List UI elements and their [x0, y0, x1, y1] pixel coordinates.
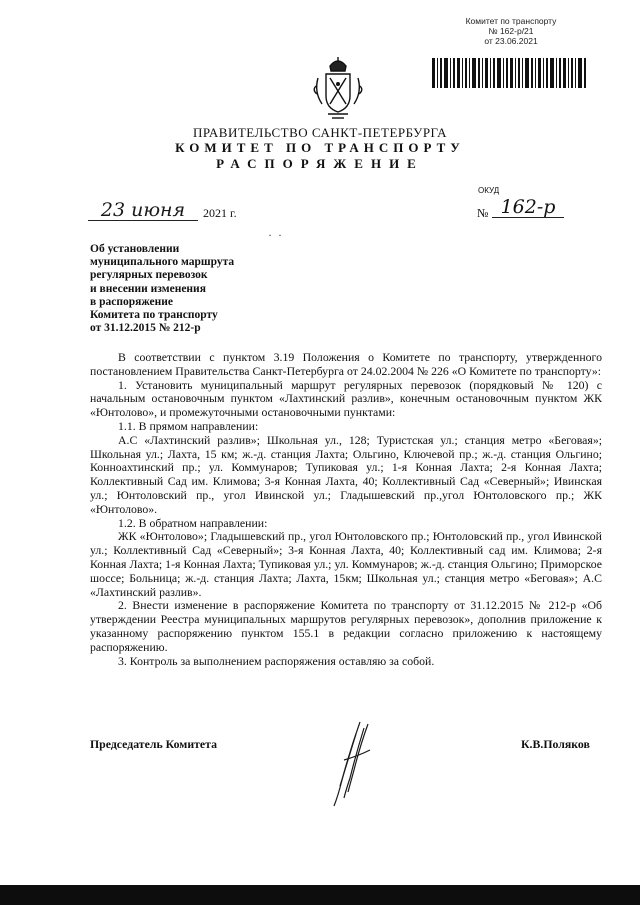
barcode-icon	[430, 58, 590, 88]
paragraph-1: 1. Установить муниципальный маршрут регулярных перевозок (порядковый № 120) с начальным остановочным пунктом «Лахтинский разлив», конечным остановочным пунктом ЖК «Юнтолово», и промежуточными остановочными пунктами:	[90, 377, 602, 420]
paragraph-1-1-title: 1.1. В прямом направлении:	[118, 418, 259, 433]
subject-line: регулярных перевозок	[90, 269, 208, 282]
signatory-name: К.В.Поляков	[521, 737, 590, 751]
registration-stamp	[436, 16, 586, 46]
intro-paragraph: В соответствии с пунктом 3.19 Положения о Комитете по транспорту, утвержденного постановлением Правительства Санкт-Петербурга от 24.02.2004 № 226 «О Комитете по транспорту»:	[90, 350, 602, 378]
document-body	[90, 351, 602, 668]
stamp-line-org: Комитет по транспорту	[465, 16, 557, 26]
scan-marks: · ·	[268, 228, 282, 242]
document-type: РАСПОРЯЖЕНИЕ	[216, 156, 424, 171]
handwritten-number: 162-р	[492, 197, 564, 218]
subject-line: в распоряжение	[90, 295, 173, 308]
signatory-title: Председатель Комитета	[90, 737, 217, 751]
stamp-line-number: № 162-р/21	[488, 26, 534, 36]
subject-line: от 31.12.2015 № 212-р	[90, 322, 201, 335]
subject-block	[90, 243, 234, 335]
government-title: ПРАВИТЕЛЬСТВО САНКТ-ПЕТЕРБУРГА	[192, 125, 448, 140]
handwritten-date: 23 июня	[88, 200, 198, 221]
coat-of-arms-icon	[312, 56, 364, 120]
number-sign: №	[477, 206, 489, 220]
subject-line: муниципального маршрута	[90, 256, 235, 269]
paragraph-2: 2. Внести изменение в распоряжение Комитета по транспорту от 31.12.2015 № 212-р «Об утверждении Реестра муниципальных маршрутов регулярных перевозок», дополнив приложение к указанному распоряжению пунктом 155.1 в редакции согласно приложению к настоящему распоряжению.	[90, 598, 602, 654]
paragraph-1-2-text: ЖК «Юнтолово»; Гладышевский пр., угол Юнтоловского пр.; Юнтоловский пр., угол Ивинской ул.; Коллективный Сад «Северный»; 3-я Конная Лахта, 40; Коллективный сад им. Климова; 2-я Конная Лахта; 1-я Конная Лахта; Тупиковая ул.; ул. Коммунаров; ж.-д. станция Ольгино; Приморское шоссе; Больница; ж.-д. станция Лахта; Лахта, 15км; Школьная ул.; станция метро «Беговая»; А.С «Лахтинский разлив».	[90, 529, 602, 599]
okud-label: ОКУД	[478, 186, 500, 195]
paragraph-1-1-text: А.С «Лахтинский разлив»; Школьная ул., 128; Туристская ул.; станция метро «Беговая»; Школьная ул.; Лахта, 15 км; ж.-д. станция Лахта; Ольгино, Ключевой пр.; ж.-д. станция Ольгино; Конноахтинский пр.; ул. Коммунаров; Тупиковая ул.; 1-я Конная Лахта; 2-я Конная Лахта; Коллективный Сад им. Климова; 3-я Конная Лахта, 40; Коллективный Сад «Северный»; Ивинская ул.; Юнтоловский пр., угол Ивинской ул.; Гладышевский пр.,угол Юнтоловского пр.; ЖК «Юнтолово».	[90, 432, 602, 516]
paragraph-1-2-title: 1.2. В обратном направлении:	[118, 515, 268, 530]
date-year: 2021 г.	[203, 206, 237, 220]
subject-line: и внесении изменения	[90, 282, 206, 295]
stamp-line-date: от 23.06.2021	[484, 36, 538, 46]
handwritten-signature-icon	[320, 720, 380, 810]
committee-title: КОМИТЕТ ПО ТРАНСПОРТУ	[175, 140, 465, 155]
subject-line: Комитета по транспорту	[90, 309, 218, 322]
subject-line: Об установлении	[90, 243, 180, 255]
paragraph-3: 3. Контроль за выполнением распоряжения оставляю за собой.	[118, 653, 435, 668]
scan-edge	[0, 885, 640, 905]
